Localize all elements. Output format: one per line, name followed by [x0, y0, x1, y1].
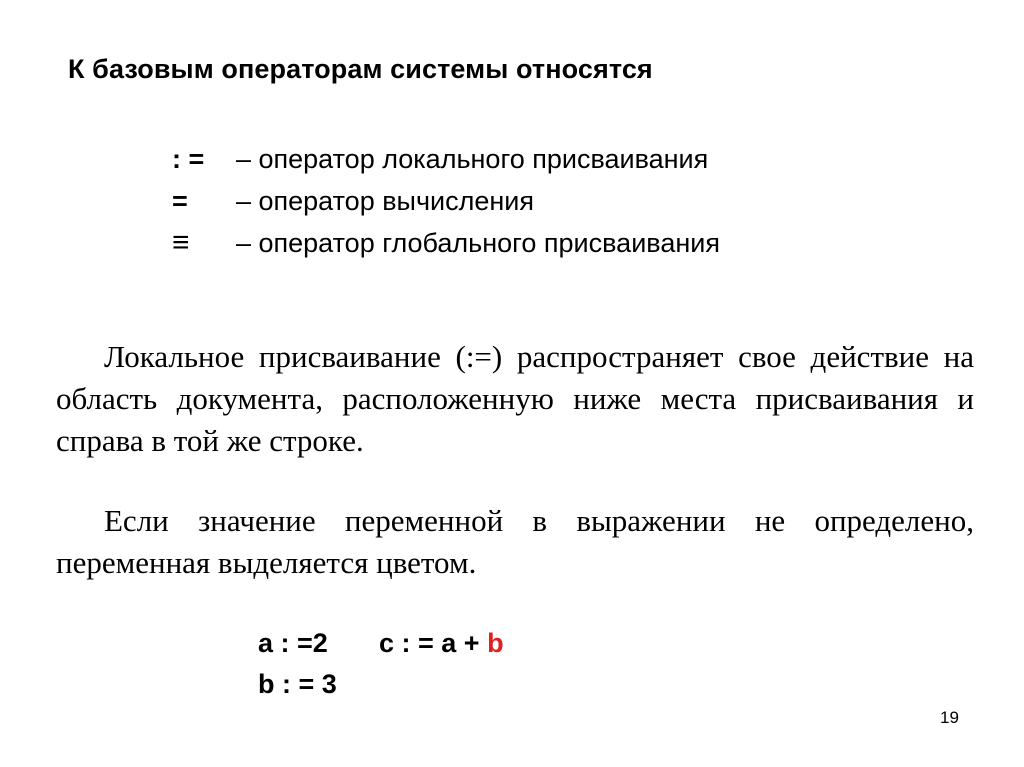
page-number: 19 [940, 708, 959, 727]
undefined-variable-b: b [487, 628, 504, 658]
example-line-b: b : = 3 [258, 669, 337, 699]
example-line-c-prefix: c : = a + [379, 628, 488, 658]
operator-description: – оператор глобального присваивания [236, 228, 720, 258]
example-line-c [379, 622, 504, 664]
operator-description: – оператор локального присваивания [236, 144, 709, 174]
example-line-a: a : =2 [258, 628, 328, 658]
operator-symbol: ≡ [172, 226, 190, 259]
operator-symbol: = [172, 186, 188, 216]
operator-symbol: : = [172, 144, 205, 174]
slide-heading: К базовым операторам системы относятся [68, 54, 653, 84]
paragraph-undefined-variable: Если значение переменной в выражении не определено, переменная выделяется цветом. [56, 503, 974, 580]
operator-description: – оператор вычисления [236, 186, 534, 216]
paragraph-local-assignment: Локальное присваивание (:=) распространяет свое действие на область документа, расположенную ниже места присваивания и справа в той же строке. [56, 339, 974, 458]
